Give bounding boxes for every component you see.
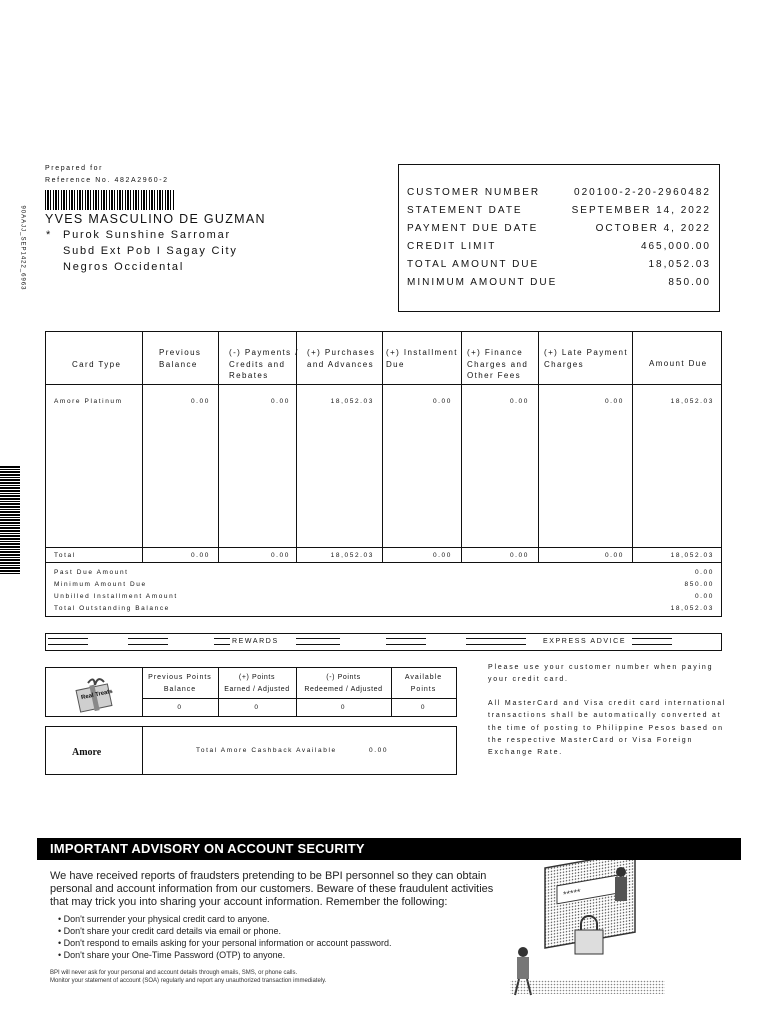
header-payments: (-) Payments / Credits and Rebates — [229, 348, 299, 380]
footer-value: 850.00 — [684, 581, 714, 588]
row-installment: 0.00 — [432, 398, 452, 405]
prepared-for-label: Prepared for — [45, 165, 104, 172]
row-late-payment: 0.00 — [604, 398, 624, 405]
summary-label: MINIMUM AMOUNT DUE — [407, 277, 558, 288]
vertical-code: 90AAJJ_SEP1422_6963 — [19, 205, 26, 291]
points-value-redeemed: 0 — [340, 704, 347, 711]
header-late-payment: (+) Late Payment Charges — [544, 348, 628, 369]
total-late-payment: 0.00 — [604, 552, 624, 559]
real-treats-gift-icon — [68, 673, 120, 713]
points-value-available: 0 — [420, 704, 427, 711]
advisory-fine-print: Monitor your statement of account (SOA) regularly and report any unauthorized transaction immediately. — [50, 978, 327, 984]
svg-text:*****: ***** — [563, 886, 581, 900]
header-installment-due: (+) Installment Due — [386, 348, 458, 369]
summary-value: OCTOBER 4, 2022 — [595, 223, 711, 234]
reference-number: Reference No. 482A2960-2 — [45, 177, 169, 184]
amore-logo — [72, 739, 101, 760]
row-card-type: Amore Platinum — [54, 398, 123, 405]
header-purchases: (+) Purchases and Advances — [307, 348, 376, 369]
summary-label: PAYMENT DUE DATE — [407, 223, 539, 234]
advisory-bullet: • Don't surrender your physical credit card to anyone. — [58, 914, 270, 924]
amore-logo-text: Amore — [72, 747, 102, 758]
points-header-redeemed: (-) Points Redeemed / Adjusted — [304, 674, 383, 693]
row-purchases: 18,052.03 — [330, 398, 374, 405]
points-header-earned: (+) Points Earned / Adjusted — [224, 674, 290, 693]
footer-label: Total Outstanding Balance — [54, 605, 170, 612]
row-amount-due: 18,052.03 — [670, 398, 714, 405]
rewards-heading: REWARDS — [232, 638, 279, 645]
advisory-title: IMPORTANT ADVISORY ON ACCOUNT SECURITY — [50, 841, 365, 856]
footer-value: 0.00 — [694, 593, 714, 600]
row-payments: 0.00 — [270, 398, 290, 405]
summary-row — [407, 241, 711, 252]
summary-label: CREDIT LIMIT — [407, 241, 497, 252]
summary-value: 18,052.03 — [648, 259, 711, 270]
points-value-previous: 0 — [177, 704, 183, 711]
advisory-intro-line: personal and account information from our customers. Beware of these fraudulent activities — [50, 883, 494, 895]
footer-label: Past Due Amount — [54, 569, 129, 576]
footer-label: Unbilled Installment Amount — [54, 593, 178, 600]
side-barcode — [0, 466, 20, 574]
advisory-bullet: • Don't respond to emails asking for your personal information or account password. — [58, 938, 392, 948]
total-payments: 0.00 — [270, 552, 290, 559]
advisory-intro-line: that may trick you into sharing your account information. Remember the following: — [50, 896, 448, 908]
summary-row — [407, 223, 711, 234]
advice-customer-number: Please use your customer number when paying your credit card. — [488, 664, 714, 684]
footer-label: Minimum Amount Due — [54, 581, 147, 588]
summary-row — [407, 187, 711, 198]
cashback-label: Total Amore Cashback Available — [196, 747, 337, 754]
advisory-bullet: • Don't share your One-Time Password (OTP) to anyone. — [58, 950, 286, 960]
customer-name: YVES MASCULINO DE GUZMAN — [45, 212, 266, 226]
summary-value: 020100-2-20-2960482 — [574, 187, 711, 198]
address-asterisk: * — [46, 229, 53, 241]
summary-label: STATEMENT DATE — [407, 205, 523, 216]
advisory-fine-print: BPI will never ask for your personal and account details through emails, SMS, or phone calls. — [50, 970, 298, 976]
points-value-earned: 0 — [254, 704, 260, 711]
account-summary-box — [398, 164, 720, 312]
row-finance: 0.00 — [509, 398, 529, 405]
footer-value: 18,052.03 — [670, 605, 714, 612]
real-treats-logo-text: Real Treats — [80, 688, 114, 702]
summary-row — [407, 205, 711, 216]
summary-value: SEPTEMBER 14, 2022 — [571, 205, 711, 216]
address-line-1: Purok Sunshine Sarromar — [63, 229, 231, 241]
header-amount-due: Amount Due — [649, 359, 708, 368]
summary-label: CUSTOMER NUMBER — [407, 187, 541, 198]
statement-table — [45, 331, 722, 617]
advice-fx-conversion: All MasterCard and Visa credit card international transactions shall be automatically converted at the time of posting to Philippine Pesos based on the respective MasterCard or Visa Foreign Exchange Rate. — [488, 700, 727, 757]
header-finance-charges: (+) Finance Charges and Other Fees — [467, 348, 529, 380]
summary-value: 465,000.00 — [640, 241, 711, 252]
points-header-available: Available Points — [404, 674, 443, 693]
row-previous-balance: 0.00 — [190, 398, 210, 405]
total-purchases: 18,052.03 — [330, 552, 374, 559]
advisory-intro-line: We have received reports of fraudsters pretending to be BPI personnel so they can obtain — [50, 870, 487, 882]
points-header-previous: Previous Points Balance — [148, 674, 212, 693]
total-installment: 0.00 — [432, 552, 452, 559]
header-card-type: Card Type — [72, 360, 122, 369]
total-previous-balance: 0.00 — [190, 552, 210, 559]
rewards-express-bar — [45, 633, 722, 651]
amore-cashback-box — [45, 726, 457, 775]
summary-value: 850.00 — [668, 277, 711, 288]
address-barcode — [45, 190, 175, 210]
summary-row — [407, 259, 711, 270]
express-advice-heading: EXPRESS ADVICE — [543, 638, 627, 645]
security-illustration-icon — [505, 860, 670, 1000]
header-previous-balance: Previous Balance — [159, 348, 202, 369]
total-label: Total — [54, 552, 76, 559]
address-line-2: Subd Ext Pob I Sagay City — [63, 245, 238, 257]
total-amount-due: 18,052.03 — [670, 552, 714, 559]
address-line-3: Negros Occidental — [63, 261, 185, 273]
advisory-bullet: • Don't share your credit card details via email or phone. — [58, 926, 281, 936]
summary-row — [407, 277, 711, 288]
summary-label: TOTAL AMOUNT DUE — [407, 259, 540, 270]
rewards-points-table — [45, 667, 457, 717]
footer-value: 0.00 — [694, 569, 714, 576]
cashback-value: 0.00 — [369, 747, 389, 754]
total-finance: 0.00 — [509, 552, 529, 559]
